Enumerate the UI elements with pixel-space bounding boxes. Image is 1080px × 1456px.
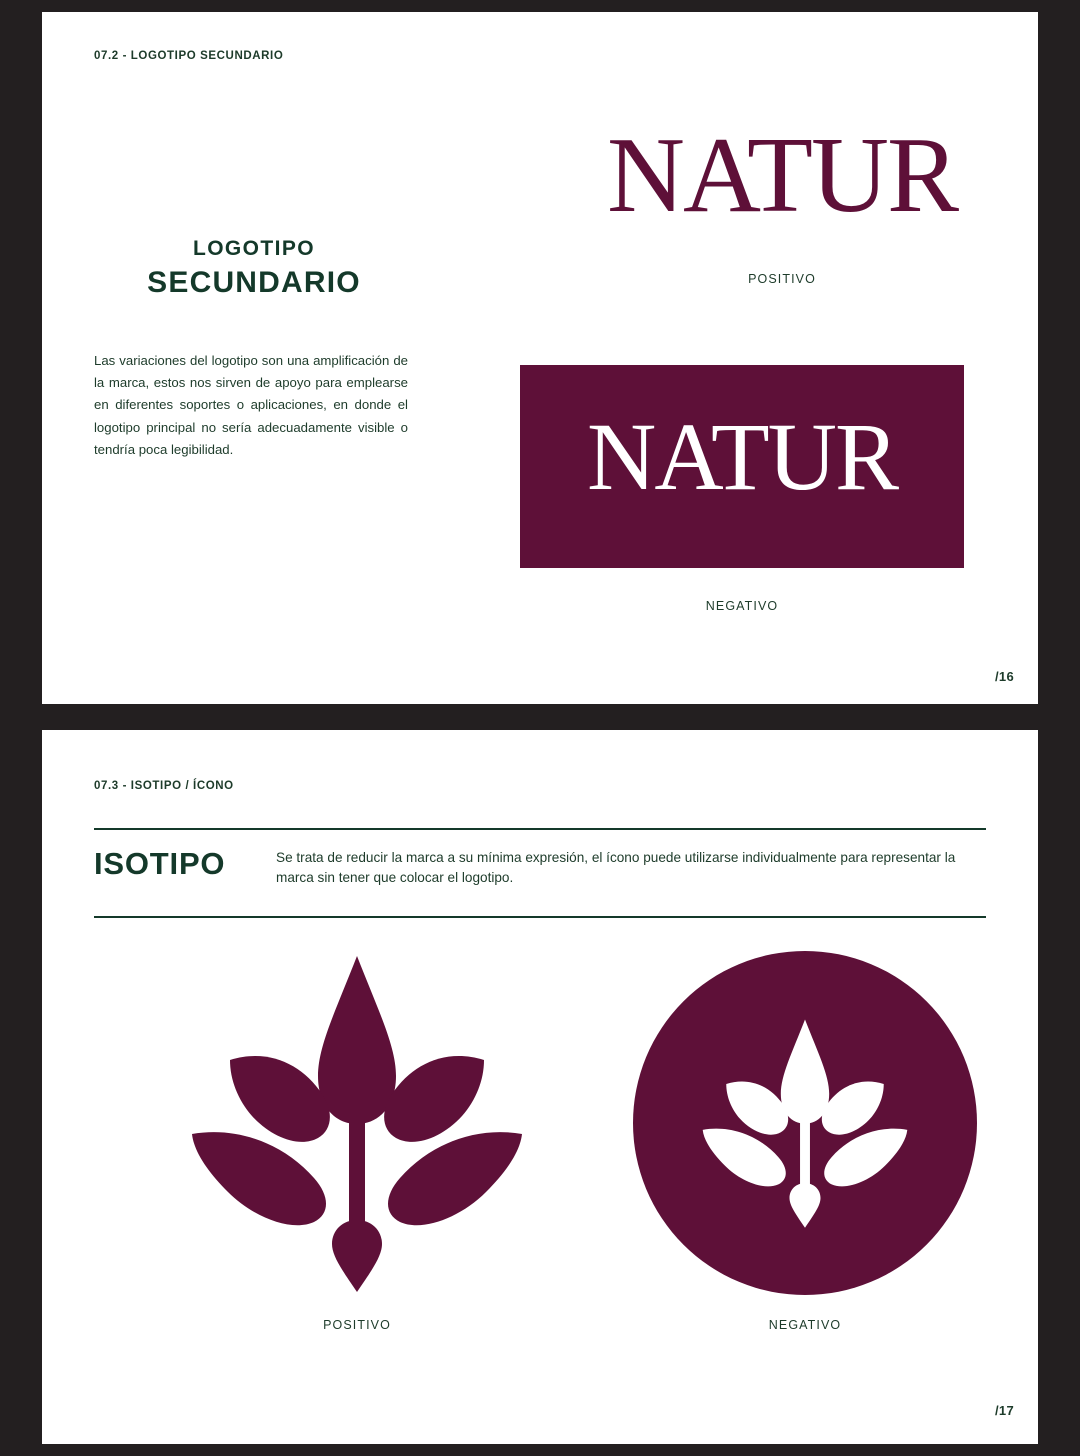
heading-small: LOGOTIPO (192, 237, 316, 260)
brand-guide-page-16 (42, 12, 1038, 704)
description-text: Se trata de reducir la marca a su mínima expresión, el ícono puede utilizarse individualmente para representar la marca sin tener que colocar el logotipo. (276, 850, 956, 886)
heading-big: SECUNDARIO (147, 266, 361, 300)
section-label: 07.2 - LOGOTIPO SECUNDARIO (94, 50, 284, 62)
plant-leaf-icon (172, 948, 542, 1298)
body-paragraph: Las variaciones del logotipo son una amplificación de la marca, estos nos sirven de apoyo para emplearse en diferentes soportes o aplicaciones, en donde el logotipo principal no sería adecuadamente visible o tendría poca legibilidad. (94, 353, 408, 457)
divider-bottom (94, 916, 986, 918)
brand-guide-page-17 (42, 730, 1038, 1444)
page-title: ISOTIPO (94, 846, 226, 881)
section-label: 07.3 - ISOTIPO / ÍCONO (94, 780, 234, 792)
logo-wordmark-negative: NATUR (586, 403, 897, 510)
logo-negative-swatch (520, 365, 964, 568)
divider-top (94, 828, 986, 830)
caption-icon-positivo: POSITIVO (323, 1318, 391, 1332)
caption-negativo: NEGATIVO (705, 599, 779, 613)
plant-leaf-icon-circle (620, 948, 990, 1298)
caption-icon-negativo: NEGATIVO (768, 1318, 842, 1332)
caption-positivo: POSITIVO (748, 272, 816, 286)
logo-wordmark-positive: NATUR (606, 116, 958, 235)
page-number: /17 (995, 1403, 1014, 1418)
page-title (94, 236, 414, 302)
page-number: /16 (995, 669, 1014, 684)
